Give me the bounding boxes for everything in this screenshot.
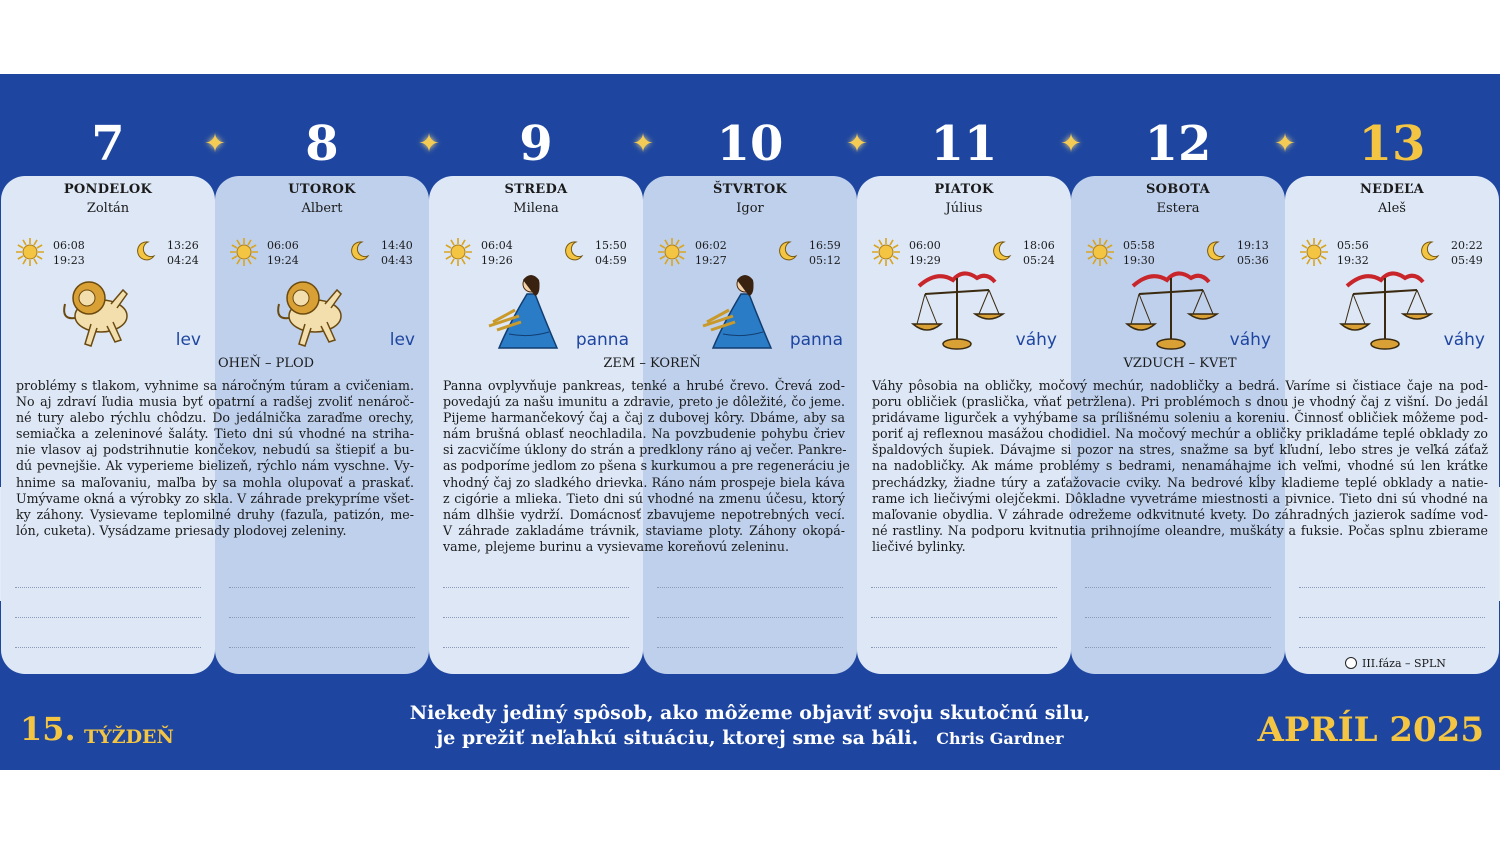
moon-times [1237,238,1269,268]
zodiac-name: váhy [1443,330,1485,350]
text-line: poriť aj reflexnou masážou chodidiel. Na močový mechúr a obličky prikladáme teplé obklady zo [872,426,1488,442]
moon-icon [561,239,585,263]
text-line: problémy s tlakom, vyhnime sa náročným túram a cvičeniam. [16,378,414,393]
day-number-10: 10 [716,116,784,172]
quote-line-2-wrap [400,726,1100,751]
moonset-time: 05:36 [1237,254,1269,267]
text-line: V záhrade zakladáme trávnik, staviame ploty. Záhony okopá- [443,522,845,538]
text-line: Panna ovplyvňuje pankreas, tenké a hrubé črevo. Črevá zod- [443,378,845,393]
moon-phase-label: III.fáza – SPLN [1362,657,1446,670]
text-line: vhodný čaj zo sladkého drievka. Ráno nám prospeje biela káva [443,474,845,490]
note-line[interactable] [1299,617,1485,618]
star-icon: ✦ [1274,129,1296,159]
star-icon: ✦ [418,129,440,159]
sunrise-time: 05:56 [1337,239,1369,252]
name-day: Albert [301,201,343,216]
note-line[interactable] [657,587,843,588]
lion-icon [265,264,365,356]
sunset-time: 19:27 [695,254,727,267]
day-number-8: 8 [305,116,339,172]
text-line: nám brušná oblasť neochladila. Na povzbudenie pohybu čriev [443,426,845,442]
text-line: Pijeme harmančekový čaj a čaj z dubovej kôry. Dbáme, aby sa [443,410,845,426]
moon-times [381,238,413,268]
note-line[interactable] [229,617,415,618]
name-day: Aleš [1378,201,1406,216]
text-line: dú pevnejšie. Ak vyperieme bielizeň, rýchlo nám vyschne. Vy- [16,458,414,474]
month-year: APRÍL 2025 [1257,710,1484,750]
moonset-time: 04:59 [595,254,627,267]
text-line: prechádzky, žiadne túry a zaťažovacie cviky. Na bedrové kĺby kladieme teplé obklady a natie- [872,474,1488,490]
sunrise-time: 06:08 [53,239,85,252]
text-line: Umývame okná a výrobky zo skla. V záhrade prekypríme všet- [16,490,414,506]
note-line[interactable] [871,647,1057,648]
note-line[interactable] [1299,647,1485,648]
text-line: rame ich liečivými olejčekmi. Dôkladne vyvetráme miestnosti a pivnice. Tieto dni sú vhodné na [872,490,1488,506]
element-label-earth: ZEM – KOREŇ [603,356,701,371]
virgo-icon [479,264,579,356]
moon-icon [1417,239,1441,263]
day-name: NEDEĽA [1359,182,1424,197]
note-line[interactable] [229,647,415,648]
note-line[interactable] [871,617,1057,618]
text-line: semiačka a zeleninové šaláty. Tieto dni sú vhodné na striha- [16,426,414,442]
moon-times [809,238,841,268]
sunset-time: 19:29 [909,254,941,267]
moonrise-time: 15:50 [595,239,627,252]
text-line: špaldových šupiek. Dávajme si pozor na stres, snažme sa byť kľudní, lebo stres je veľká záťaž [872,442,1488,458]
text-virgo [443,378,850,555]
moonrise-time: 13:26 [167,239,199,252]
day-name: UTOROK [288,182,356,197]
day-number-7: 7 [91,116,125,172]
text-line: vame, plejeme burinu a vysievame koreňovú zeleninu. [443,538,790,554]
moonset-time: 05:12 [809,254,841,267]
sunset-time: 19:26 [481,254,513,267]
moon-times [167,238,199,268]
text-line: as podporíme jedlom zo pšena s kurkumou a pre regeneráciu je [443,458,850,474]
day-name: ŠTVRTOK [712,182,788,197]
moonrise-time: 18:06 [1023,239,1055,252]
sunrise-time: 06:06 [267,239,299,252]
week-label: TÝŽDEŇ [84,726,174,748]
zodiac-name: lev [389,330,415,350]
sunrise-time: 06:02 [695,239,727,252]
moonset-time: 05:24 [1023,254,1055,267]
sun-icon [443,237,473,267]
zodiac-name: váhy [1229,330,1271,350]
sun-icon [657,237,687,267]
star-icon: ✦ [1060,129,1082,159]
name-day: Estera [1156,201,1200,216]
moon-icon [1203,239,1227,263]
sunset-time: 19:23 [53,254,85,267]
text-line: né rastliny. Na podporu kvitnutia prihnojíme oleandre, muškáty a fuksie. Počas splnu zbierame [872,522,1488,538]
text-leo [16,378,414,539]
sunrise-time: 06:00 [909,239,941,252]
day-name: PIATOK [934,182,994,197]
day-number-9: 9 [519,116,553,172]
moonrise-time: 16:59 [809,239,841,252]
note-line[interactable] [443,617,629,618]
text-line: si zacvičíme úklony do strán a predklony ráno aj večer. Pankre- [443,442,847,458]
sun-icon [229,237,259,267]
libra-icon [907,264,1007,356]
sun-icon [1299,237,1329,267]
day-number-12: 12 [1144,116,1212,172]
day-name: PONDELOK [63,182,153,197]
note-line[interactable] [443,647,629,648]
note-line[interactable] [1299,587,1485,588]
text-line: liečivé bylinky. [872,538,966,554]
sunset-time: 19:32 [1337,254,1369,267]
sun-icon [871,237,901,267]
quote-author: Chris Gardner [936,729,1064,748]
text-line: maľovanie obydlia. V záhrade odrežeme odkvitnuté kvety. Do záhradných jazierok sadíme vod- [872,506,1488,522]
sunrise-time: 06:04 [481,239,513,252]
text-line: poru obličiek (praslička, vňať petržlena). Pri problémoch s dnou je vhodný čaj z višní. Do jedál [872,394,1488,410]
text-libra [872,378,1488,555]
moon-times [595,238,627,268]
note-line[interactable] [1085,617,1271,618]
name-day: Milena [513,201,559,216]
sunrise-time: 05:58 [1123,239,1155,252]
note-line[interactable] [229,587,415,588]
full-moon-icon [1345,657,1357,669]
quote-line-1: Niekedy jediný spôsob, ako môžeme objaviť svoju skutočnú silu, [409,702,1091,724]
moon-icon [775,239,799,263]
text-line: povedajú za našu imunitu a zdravie, preto je dôležité, čo jeme. [443,394,845,410]
note-line[interactable] [15,587,201,588]
text-line: pridávame ligurček a vyhýbame sa prílišnému soleniu a koreniu. Činnosť obličiek môžeme pod- [872,410,1488,426]
quote-line-2: je prežiť neľahkú situáciu, ktorej sme sa báli. [436,727,919,749]
star-icon: ✦ [846,129,868,159]
text-line: ky záhony. Vysievame teplomilné druhy (fazuľa, patizón, me- [16,506,414,522]
note-line[interactable] [657,617,843,618]
day-number-11: 11 [930,116,998,172]
text-line: lón, cuketa). Vysádzame priesady plodovej zeleniny. [16,522,347,538]
star-icon: ✦ [632,129,654,159]
text-line: No aj zdraví ľudia musia byť opatrní a radšej zvoliť nenároč- [16,394,414,410]
moon-icon [347,239,371,263]
moonset-time: 04:43 [381,254,413,267]
star-icon: ✦ [204,129,226,159]
zodiac-name: váhy [1015,330,1057,350]
moon-times [1023,238,1055,268]
element-label-fire: OHEŇ – PLOD [217,356,315,371]
moonset-time: 04:24 [167,254,199,267]
zodiac-name: panna [789,330,843,350]
moonrise-time: 19:13 [1237,239,1269,252]
text-line: hnime sa maľovaniu, maľba by sa mohla olupovať a praskať. [16,474,414,490]
note-line[interactable] [871,587,1057,588]
zodiac-name: panna [575,330,629,350]
day-name: SOBOTA [1145,182,1211,197]
text-line: z cigórie a mlieka. Tieto dni sú vhodné na zmenu účesu, ktorý [443,490,845,506]
text-line: na nadobličky. Ak máme problémy s bedrami, nenamáhajme ich veľmi, vhodné sú len krátke [872,458,1488,474]
virgo-icon [693,264,793,356]
text-line: nie vlasov aj podstrihnutie končekov, nebudú sa štiepiť a bu- [16,442,414,458]
lion-icon [51,264,151,356]
week-number: 15. [20,710,76,748]
note-line[interactable] [1085,647,1271,648]
note-line[interactable] [1085,587,1271,588]
note-line[interactable] [15,647,201,648]
text-line: nám dlhšie vydrží. Domácnosť zbavujeme nepotrebných vecí. [443,506,845,522]
moon-icon [133,239,157,263]
note-line[interactable] [657,647,843,648]
day-name: STREDA [504,182,568,197]
day-number-13: 13 [1358,116,1426,172]
sunset-time: 19:30 [1123,254,1155,267]
libra-icon [1335,264,1435,356]
moonrise-time: 14:40 [381,239,413,252]
moonset-time: 05:49 [1451,254,1483,267]
note-line[interactable] [15,617,201,618]
moonrise-time: 20:22 [1451,239,1483,252]
moon-icon [989,239,1013,263]
libra-icon [1121,264,1221,356]
note-line[interactable] [443,587,629,588]
sunset-time: 19:24 [267,254,299,267]
name-day: Igor [736,201,764,216]
text-line: Váhy pôsobia na obličky, močový mechúr, nadobličky a bedrá. Varíme si čistiace čaje na pod- [872,378,1488,393]
text-line: né tury alebo rýchlu chôdzu. Do jedálnička zaraďme orechy, [16,410,414,426]
sun-icon [15,237,45,267]
moon-times [1451,238,1483,268]
name-day: Zoltán [86,201,130,216]
sun-icon [1085,237,1115,267]
element-label-air: VZDUCH – KVET [1123,356,1237,371]
name-day: Július [945,201,983,216]
quote [400,701,1100,751]
zodiac-name: lev [175,330,201,350]
